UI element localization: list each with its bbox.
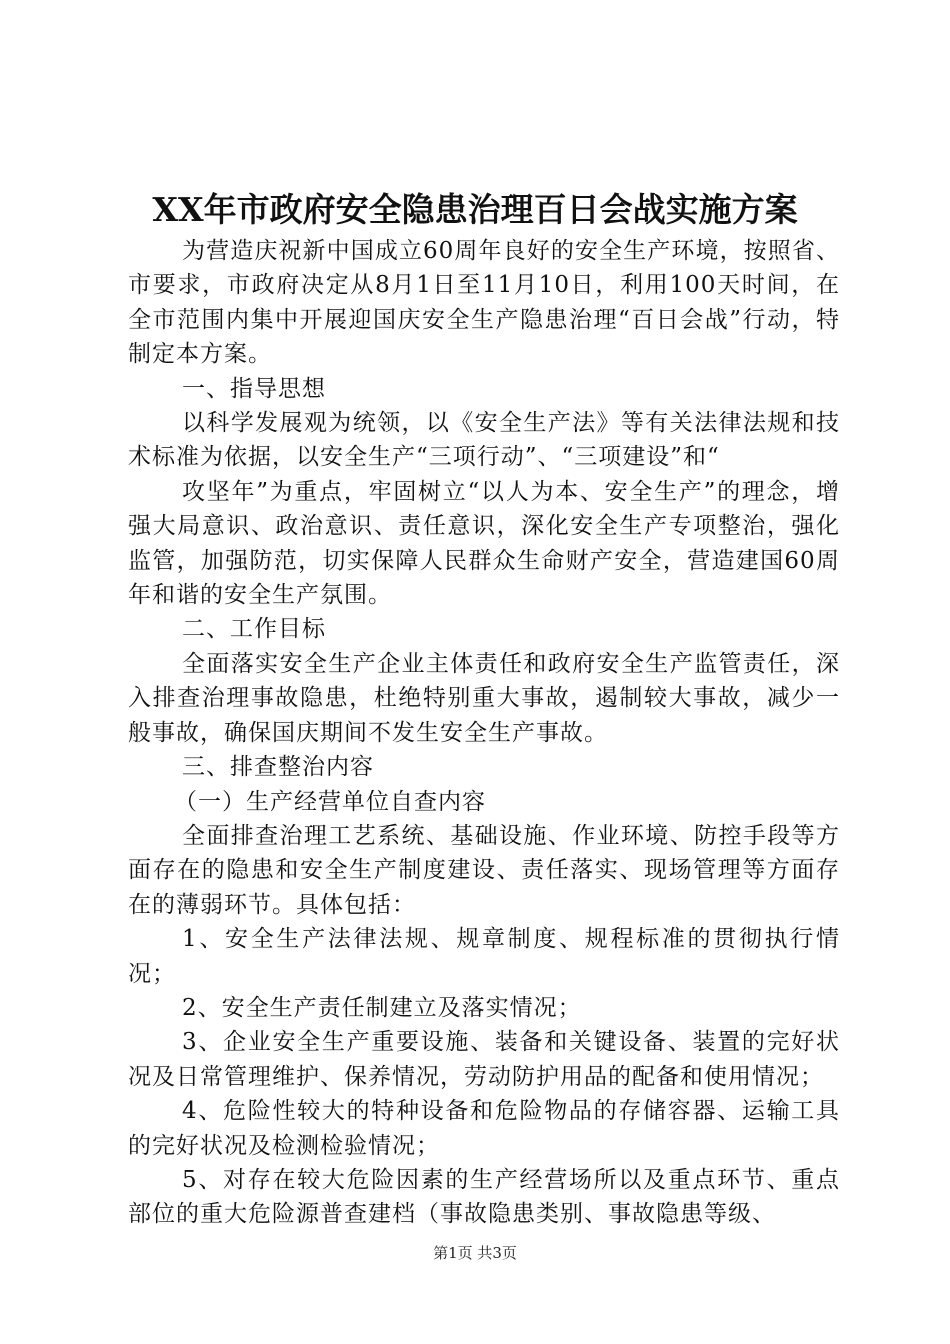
- subheading-self-inspection: （一）生产经营单位自查内容: [174, 788, 486, 815]
- list-item-1: 1、安全生产法律法规、规章制度、规程标准的贯彻执行情况；: [128, 926, 840, 987]
- document-title: XX年市政府安全隐患治理百日会战实施方案: [152, 190, 798, 229]
- page-number: 第1页 共3页: [433, 1244, 517, 1262]
- heading-guiding-ideology: 一、指导思想: [182, 375, 326, 402]
- list-item-2: 2、安全生产责任制建立及落实情况；: [182, 994, 582, 1021]
- paragraph-work-goals: 全面落实安全生产企业主体责任和政府安全生产监管责任，深入排查治理事故隐患，杜绝特别重大事故，遏制较大事故，减少一般事故，确保国庆期间不发生安全生产事故。: [128, 650, 840, 746]
- document-body: [128, 234, 840, 1232]
- list-item-5: 5、对存在较大危险因素的生产经营场所以及重点环节、重点部位的重大危险源普查建档（事故隐患类别、事故隐患等级、: [128, 1166, 840, 1228]
- list-item-3: 3、企业安全生产重要设施、装备和关键设备、装置的完好状况及日常管理维护、保养情况，劳动防护用品的配备和使用情况；: [128, 1029, 840, 1090]
- paragraph-guiding-ideology-cont: 攻坚年”为重点，牢固树立“以人为本、安全生产”的理念，增强大局意识、政治意识、责任意识，深化安全生产专项整治，强化监管，加强防范，切实保障人民群众生命财产安全，营造建国60周年和谐的安全生产氛围。: [128, 478, 840, 609]
- heading-inspection-content: 三、排查整治内容: [182, 754, 374, 781]
- paragraph-guiding-ideology: 以科学发展观为统领，以《安全生产法》等有关法律法规和技术标准为依据，以安全生产“三项行动”、“三项建设”和“: [128, 410, 840, 471]
- paragraph-self-inspection: 全面排查治理工艺系统、基础设施、作业环境、防控手段等方面存在的隐患和安全生产制度建设、责任落实、现场管理等方面存在的薄弱环节。具体包括：: [128, 822, 840, 918]
- heading-work-goals: 二、工作目标: [182, 616, 326, 643]
- paragraph-intro: 为营造庆祝新中国成立60周年良好的安全生产环境，按照省、市要求，市政府决定从8月1日至11月10日，利用100天时间，在全市范围内集中开展迎国庆安全生产隐患治理“百日会战”行动，特制定本方案。: [128, 238, 840, 368]
- list-item-4: 4、危险性较大的特种设备和危险物品的存储容器、运输工具的完好状况及检测检验情况；: [128, 1098, 840, 1159]
